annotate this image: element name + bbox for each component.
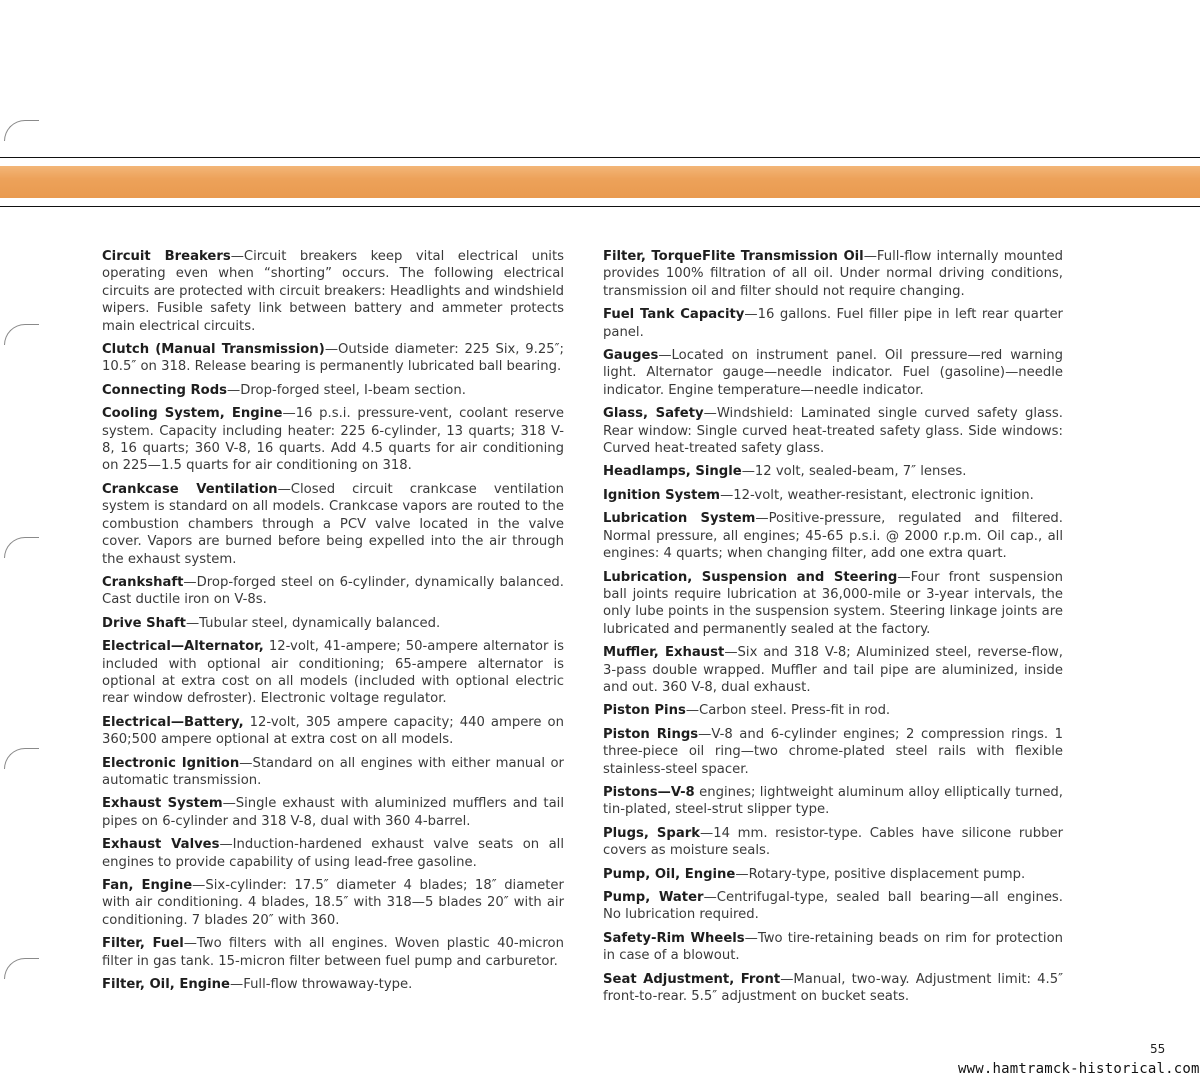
spec-description: —Drop-forged steel, I-beam section. [227,382,466,398]
spec-description: —Circuit breakers keep vital electrical units operating even when “shorting” occurs. The following electrical circuits are protected with circuit breakers: Headlights and windshield wipers. Fusible safety link between battery and ammeter protects main electrical circuits. [102,249,565,334]
spec-description: —12 volt, sealed-beam, 7″ lenses. [741,464,967,480]
spec-term: Fuel Tank Capacity [603,307,745,323]
page-number: 55 [1150,1042,1166,1056]
spec-term: Exhaust Valves [102,837,220,853]
spec-term: Pump, Oil, Engine [603,866,736,882]
spec-description: —Two filters with all engines. Woven plastic 40-micron filter in gas tank. 15-micron filter between fuel pump and carburetor. [102,936,564,969]
spec-entry [603,889,1063,924]
spec-entry [102,795,564,830]
spec-entry [102,638,564,708]
spec-description: engines; lightweight aluminum alloy elliptically turned, tin-plated, steel-strut slipper type. [603,784,1063,818]
spec-description: —Two tire-retaining beads on rim for protection in case of a blowout. [603,930,1063,964]
spec-description: —Closed circuit crankcase ventilation system is standard on all models. Crankcase vapors are routed to the combustion chambers through a PCV valve located in the valve cover. Vapors are burned before being expelled into the air through the exhaust system. [102,481,564,567]
spec-entry [102,714,564,749]
spec-term: Circuit Breakers [102,249,231,264]
spec-entry [102,935,564,970]
spec-term: Filter, TorqueFlite Transmission Oil [603,249,864,264]
spec-term: Electrical—Battery, [102,714,244,730]
spec-entry [603,866,1063,883]
spec-entry [603,306,1063,341]
site-watermark: www.hamtramck-historical.com [958,1061,1200,1077]
spec-entry [102,405,564,475]
spec-description: —Rotary-type, positive displacement pump. [735,866,1026,882]
spec-term: Pistons—V-8 [603,784,695,800]
spec-entry [102,481,564,568]
spec-term: Muffler, Exhaust [603,645,725,661]
spec-description: —Six and 318 V-8; Aluminized steel, reverse-flow, 3-pass double wrapped. Muffler and tail pipe are aluminized, inside and out. 360 V-8, dual exhaust. [603,645,1063,695]
spec-description: —Drop-forged steel on 6-cylinder, dynamically balanced. Cast ductile iron on V-8s. [102,574,564,608]
spec-term: Piston Pins [603,703,686,719]
spec-entry [603,702,1063,719]
spec-term: Clutch (Manual Transmission) [102,342,325,358]
spec-description: —Single exhaust with aluminized mufflers and tail pipes on 6-cylinder and 318 V-8, dual with 360 4-barrel. [102,796,564,829]
spec-term: Electronic Ignition [102,755,240,771]
spec-description: —Six-cylinder: 17.5″ diameter 4 blades; 18″ diameter with air conditioning. 4 blades, 18.5″ with 318—5 blades 20″ with air conditioning. 7 blades 20″ with 360. [102,878,564,928]
right-spec-column [603,248,1063,1011]
spec-description: —Carbon steel. Press-fit in rod. [685,703,891,719]
spec-entry [603,825,1063,860]
left-spec-column [102,248,564,999]
spec-description: —Full-flow internally mounted provides 100% filtration of all oil. Under normal driving conditions, transmission oil and filter should not require changing. [603,249,1063,299]
spec-term: Filter, Fuel [102,936,184,952]
spec-entry [102,615,564,632]
spec-term: Drive Shaft [102,615,186,631]
spec-description: —16 p.s.i. pressure-vent, coolant reserve system. Capacity including heater: 225 6-cylinder, 13 quarts; 318 V-8, 16 quarts; 360 V-8, 16 quarts. Add 4.5 quarts for air conditioning on 225—1.5 quarts for air conditioning on 318. [102,406,565,474]
spec-entry [603,569,1063,639]
binder-hole-mark [4,748,39,769]
spec-description: 12-volt, 41-ampere; 50-ampere alternator is included with optional air conditioning; 65-ampere alternator is optional at extra cost on all models (included with optional electric rear window defroster). Electronic voltage regulator. [102,639,564,707]
spec-term: Fan, Engine [102,878,193,893]
spec-entry [603,784,1063,819]
spec-description: —Tubular steel, dynamically balanced. [185,615,441,631]
spec-term: Safety-Rim Wheels [603,930,745,946]
spec-term: Seat Adjustment, Front [603,971,781,987]
spec-description: —Centrifugal-type, sealed ball bearing—all engines. No lubrication required. [603,890,1063,923]
spec-term: Lubrication, Suspension and Steering [603,569,898,585]
spec-description: 12-volt, 305 ampere capacity; 440 ampere on 360;500 ampere optional at extra cost on all models. [102,714,564,748]
spec-term: Exhaust System [102,796,223,812]
spec-description: —Induction-hardened exhaust valve seats on all engines to provide capability of using lead-free gasoline. [102,837,564,870]
spec-description: —Windshield: Laminated single curved safety glass. Rear window: Single curved heat-treated safety glass. Side windows: Curved heat-treated safety glass. [603,406,1063,457]
spec-entry [102,341,564,376]
spec-description: —Positive-pressure, regulated and filtered. Normal pressure, all engines; 45-65 p.s.i. @ 2000 r.p.m. Oil cap., all engines: 4 quarts; when changing filter, add one extra quart. [603,511,1063,562]
orange-header-band [0,166,1200,198]
spec-term: Glass, Safety [603,406,704,422]
spec-entry [102,574,564,609]
spec-description: —Full-flow throwaway-type. [230,977,413,993]
top-rule [0,157,1200,158]
spec-description: —12-volt, weather-resistant, electronic ignition. [720,487,1034,503]
spec-entry [603,644,1063,696]
bottom-rule [0,206,1200,207]
spec-entry [102,836,564,871]
spec-term: Headlamps, Single [603,464,742,480]
spec-entry [102,877,564,929]
spec-term: Crankshaft [102,574,184,590]
spec-description: —Located on instrument panel. Oil pressure—red warning light. Alternator gauge—needle indicator. Fuel (gasoline)—needle indicator. Engine temperature—needle indicator. [603,348,1063,398]
spec-entry [102,755,564,790]
spec-entry [603,510,1063,562]
spec-term: Piston Rings [603,726,699,742]
spec-term: Gauges [603,348,659,364]
spec-description: —V-8 and 6-cylinder engines; 2 compression rings. 1 three-piece oil ring—two chrome-plated steel rails with flexible stainless-steel spacer. [603,726,1063,777]
spec-term: Pump, Water [603,890,704,905]
spec-description: —Outside diameter: 225 Six, 9.25″; 10.5″ on 318. Release bearing is permanently lubricated ball bearing. [102,342,564,375]
spec-entry [603,463,1063,480]
binder-hole-mark [4,324,39,345]
spec-entry [603,971,1063,1006]
binder-hole-mark [4,537,39,558]
spec-term: Electrical—Alternator, [102,639,264,655]
spec-term: Filter, Oil, Engine [102,977,231,993]
spec-term: Crankcase Ventilation [102,481,278,497]
spec-entry [603,347,1063,399]
spec-description: —14 mm. resistor-type. Cables have silicone rubber covers as moisture seals. [603,825,1063,859]
spec-term: Lubrication System [603,511,756,527]
spec-term: Ignition System [603,487,721,503]
spec-description: —Standard on all engines with either manual or automatic transmission. [102,755,564,788]
spec-term: Connecting Rods [102,382,228,398]
spec-term: Cooling System, Engine [102,406,283,422]
spec-entry [603,405,1063,457]
spec-entry [603,248,1063,300]
spec-entry [603,726,1063,778]
spec-entry [102,248,564,335]
binder-hole-mark [4,958,39,979]
spec-entry [102,976,564,993]
spec-entry [603,487,1063,504]
spec-description: —16 gallons. Fuel filler pipe in left rear quarter panel. [603,307,1063,340]
spec-entry [102,382,564,399]
spec-entry [603,930,1063,965]
spec-description: —Manual, two-way. Adjustment limit: 4.5″ front-to-rear. 5.5″ adjustment on bucket seats. [603,971,1064,1005]
binder-hole-mark [4,120,39,141]
spec-term: Plugs, Spark [603,825,701,841]
spec-description: —Four front suspension ball joints require lubrication at 36,000-mile or 3-year intervals, the only lube points in the suspension system. Steering linkage joints are lubricated and permanently sealed at the factory. [603,569,1064,637]
